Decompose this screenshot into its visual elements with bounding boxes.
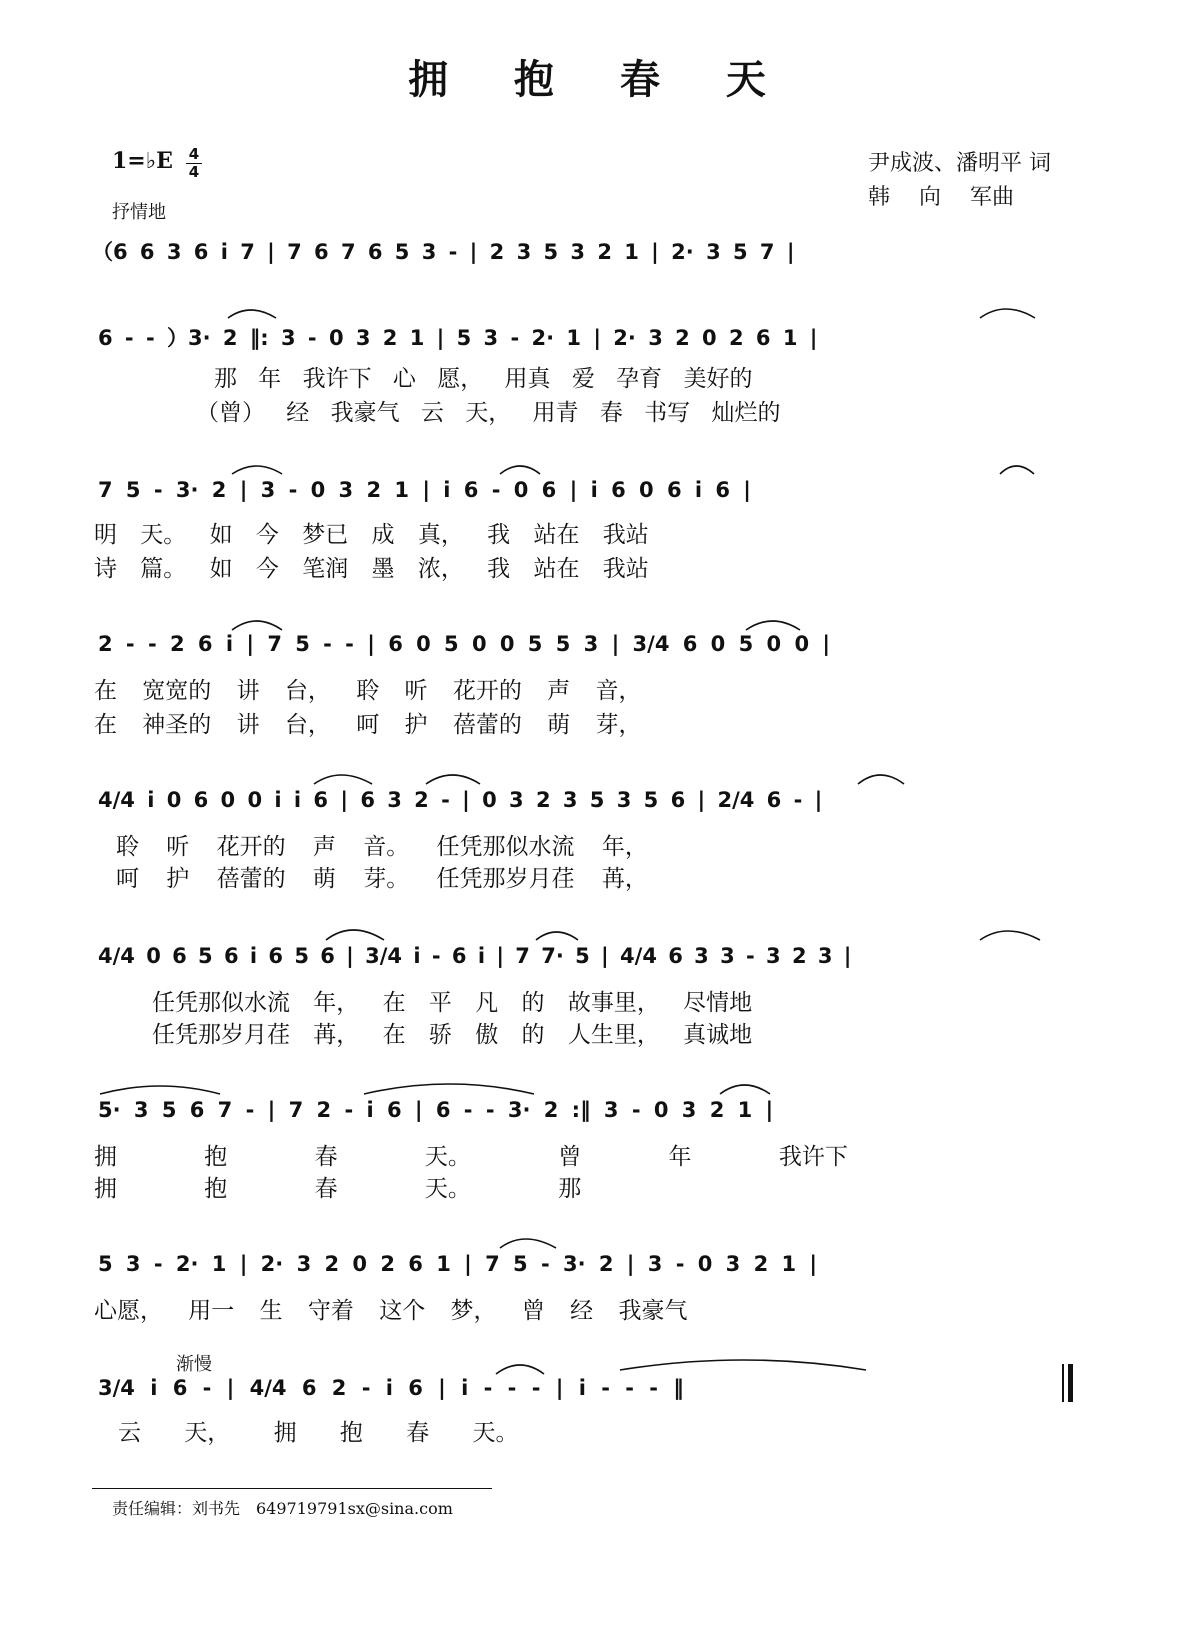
- slur-15: [364, 1084, 534, 1094]
- footer-rule: [92, 1488, 492, 1489]
- final-barline-thick: [1068, 1364, 1073, 1402]
- system-7-verse-2: 拥 抱 春 天。 那: [94, 1176, 582, 1202]
- system-7-notes: 5· 3 5 6 7 - | 7 2 - i 6 | 6 - - 3· 2 :‖ 3 - 0 3 2 1 |: [98, 1098, 774, 1122]
- editor-footer: 责任编辑：刘书先 649719791sx@sina.com: [112, 1499, 453, 1518]
- slur-19: [620, 1360, 866, 1370]
- final-barline-thin: [1062, 1364, 1064, 1402]
- system-2-notes: 6 - - ）3· 2 ‖: 3 - 0 3 2 1 | 5 3 - 2· 1 | 2· 3 2 0 2 6 1 |: [98, 326, 818, 350]
- system-5-verse-2: 呵 护 蓓蕾的 萌 芽。 任凭那岁月荏 苒，: [116, 866, 648, 892]
- system-7-verse-1: 拥 抱 春 天。 曾 年 我许下: [94, 1144, 848, 1170]
- slur-17: [500, 1239, 556, 1248]
- slur-10: [858, 775, 904, 784]
- system-6-verse-1: 任凭那似水流 年， 在 平 凡 的 故事里， 尽情地: [152, 990, 753, 1016]
- system-9-notes: 3/4 i 6 - | 4/4 6 2 - i 6 | i - - - | i - - - ‖: [98, 1376, 684, 1400]
- slur-1: [228, 310, 276, 318]
- system-6-verse-2: 任凭那岁月荏 苒， 在 骄 傲 的 人生里， 真诚地: [152, 1022, 753, 1048]
- lyricist-credit: 尹成波、潘明平 词: [868, 151, 1051, 176]
- system-4-notes: 2 - - 2 6 i | 7 5 - - | 6 0 5 0 0 5 5 3 | 3/4 6 0 5 0 0 |: [98, 632, 831, 656]
- system-5-notes: 4/4 i 0 6 0 0 i i 6 | 6 3 2 - | 0 3 2 3 5 3 5 6 | 2/4 6 - |: [98, 788, 823, 812]
- song-title: 拥 抱 春 天: [408, 56, 792, 103]
- system-4-verse-2: 在 神圣的 讲 台， 呵 护 蓓蕾的 萌 芽，: [94, 712, 642, 738]
- slur-7: [746, 621, 800, 630]
- slur-14: [100, 1086, 220, 1094]
- slur-11: [326, 930, 384, 940]
- slur-18: [496, 1365, 544, 1374]
- time-signature-top: 4: [188, 145, 200, 163]
- system-8-notes: 5 3 - 2· 1 | 2· 3 2 0 2 6 1 | 7 5 - 3· 2 | 3 - 0 3 2 1 |: [98, 1252, 818, 1276]
- slur-2: [980, 309, 1035, 318]
- time-signature-bottom: 4: [188, 163, 200, 181]
- system-9-verse-1: 云 天， 拥 抱 春 天。: [118, 1420, 519, 1446]
- tempo-marking: 抒情地: [112, 202, 166, 223]
- key-signature: 1=♭E: [112, 148, 173, 174]
- system-3-notes: 7 5 - 3· 2 | 3 - 0 3 2 1 | i 6 - 0 6 | i 6 0 6 i 6 |: [98, 478, 751, 502]
- system-6-notes: 4/4 0 6 5 6 i 6 5 6 | 3/4 i - 6 i | 7 7· 5 | 4/4 6 3 3 - 3 2 3 |: [98, 944, 852, 968]
- slur-3: [232, 466, 282, 474]
- system-2-verse-2: （曾） 经 我豪气 云 天， 用青 春 书写 灿烂的: [196, 400, 781, 426]
- system-5-verse-1: 聆 听 花开的 声 音。 任凭那似水流 年，: [116, 834, 648, 860]
- slur-5: [1000, 466, 1034, 474]
- slur-6: [232, 621, 282, 630]
- slur-4: [500, 466, 540, 474]
- system-8-verse-1: 心愿， 用一 生 守着 这个 梦， 曾 经 我豪气: [94, 1298, 688, 1324]
- system-2-verse-1: 那 年 我许下 心 愿， 用真 爱 孕育 美好的: [214, 366, 753, 392]
- system-4-verse-1: 在 宽宽的 讲 台， 聆 听 花开的 声 音，: [94, 678, 642, 704]
- slur-12: [536, 932, 578, 940]
- system-3-verse-1: 明 天。 如 今 梦已 成 真， 我 站在 我站: [94, 522, 649, 548]
- slur-8: [314, 775, 372, 784]
- system-3-verse-2: 诗 篇。 如 今 笔润 墨 浓， 我 站在 我站: [94, 556, 649, 582]
- composer-credit: 韩 向 军曲: [868, 185, 1014, 210]
- slur-13: [980, 931, 1040, 940]
- slur-16: [720, 1085, 770, 1094]
- slur-9: [426, 775, 480, 784]
- ritardando-mark: 渐慢: [176, 1354, 212, 1375]
- system-1-notes: （6 6 3 6 i 7 | 7 6 7 6 5 3 - | 2 3 5 3 2 1 | 2· 3 5 7 |: [92, 240, 795, 264]
